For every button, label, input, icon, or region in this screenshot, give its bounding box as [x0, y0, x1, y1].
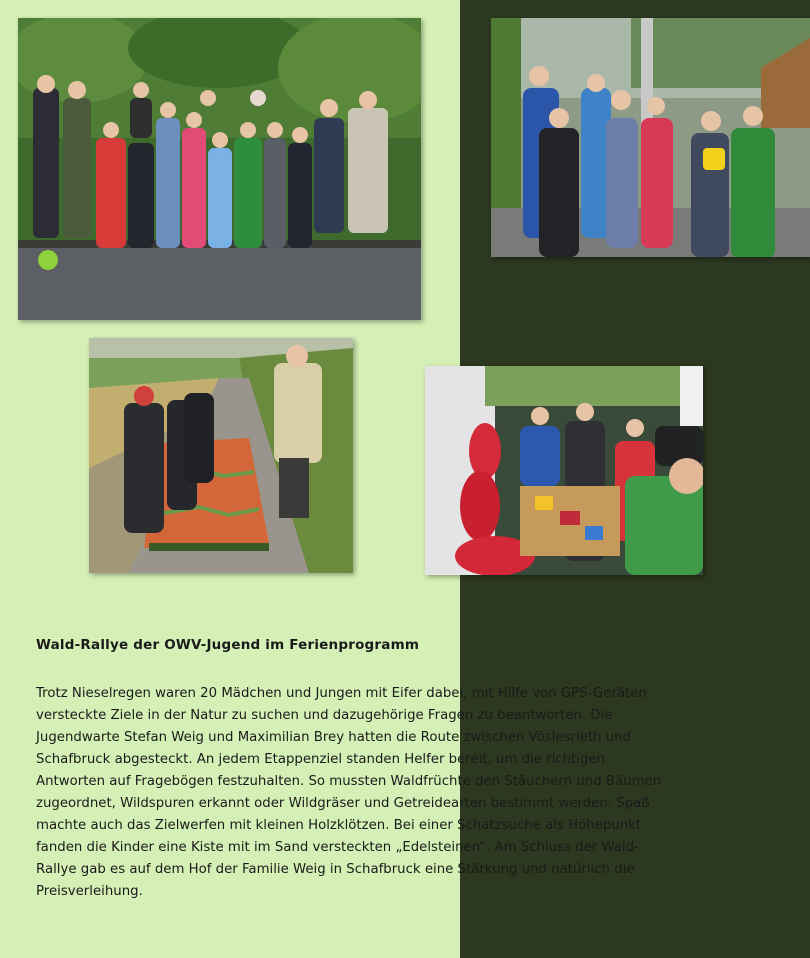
treasure-table-photo — [425, 366, 703, 575]
table-with-grasses-photo — [89, 338, 353, 573]
article-line: versteckte Ziele in der Natur zu suchen und dazugehörige Fragen zu beantworten. Die — [36, 708, 613, 723]
article-line: machte auch das Zielwerfen mit kleinen Holzklötzen. Bei einer Schatzsuche als Höhepunkt — [36, 818, 642, 833]
article-body — [36, 683, 756, 903]
children-in-rain-photo — [491, 18, 810, 257]
article-line: Schafbruck abgesteckt. An jedem Etappenziel standen Helfer bereit, um die richtigen — [36, 752, 606, 767]
article-line: Antworten auf Fragebögen festzuhalten. So mussten Waldfrüchte den Stäuchern und Bäumen — [36, 774, 662, 789]
article — [36, 634, 756, 903]
article-line: Preisverleihung. — [36, 884, 143, 899]
article-title: Wald-Rallye der OWV-Jugend im Ferienprogramm — [36, 637, 420, 653]
article-line: Rallye gab es auf dem Hof der Familie Weig in Schafbruck eine Stärkung und natürlich die — [36, 862, 635, 877]
article-line: Jugendwarte Stefan Weig und Maximilian Brey hatten die Route zwischen Vöslesrieth und — [36, 730, 631, 745]
group-photo — [18, 18, 421, 320]
article-line: zugeordnet, Wildspuren erkannt oder Wildgräser und Getreidearten bestimmt werden. Spaß — [36, 796, 650, 811]
article-line: Trotz Nieselregen waren 20 Mädchen und Jungen mit Eifer dabei, mit Hilfe von GPS-Geräten — [36, 686, 647, 701]
article-line: fanden die Kinder eine Kiste mit im Sand versteckten „Edelsteinen“. Am Schluss der Wald- — [36, 840, 639, 855]
